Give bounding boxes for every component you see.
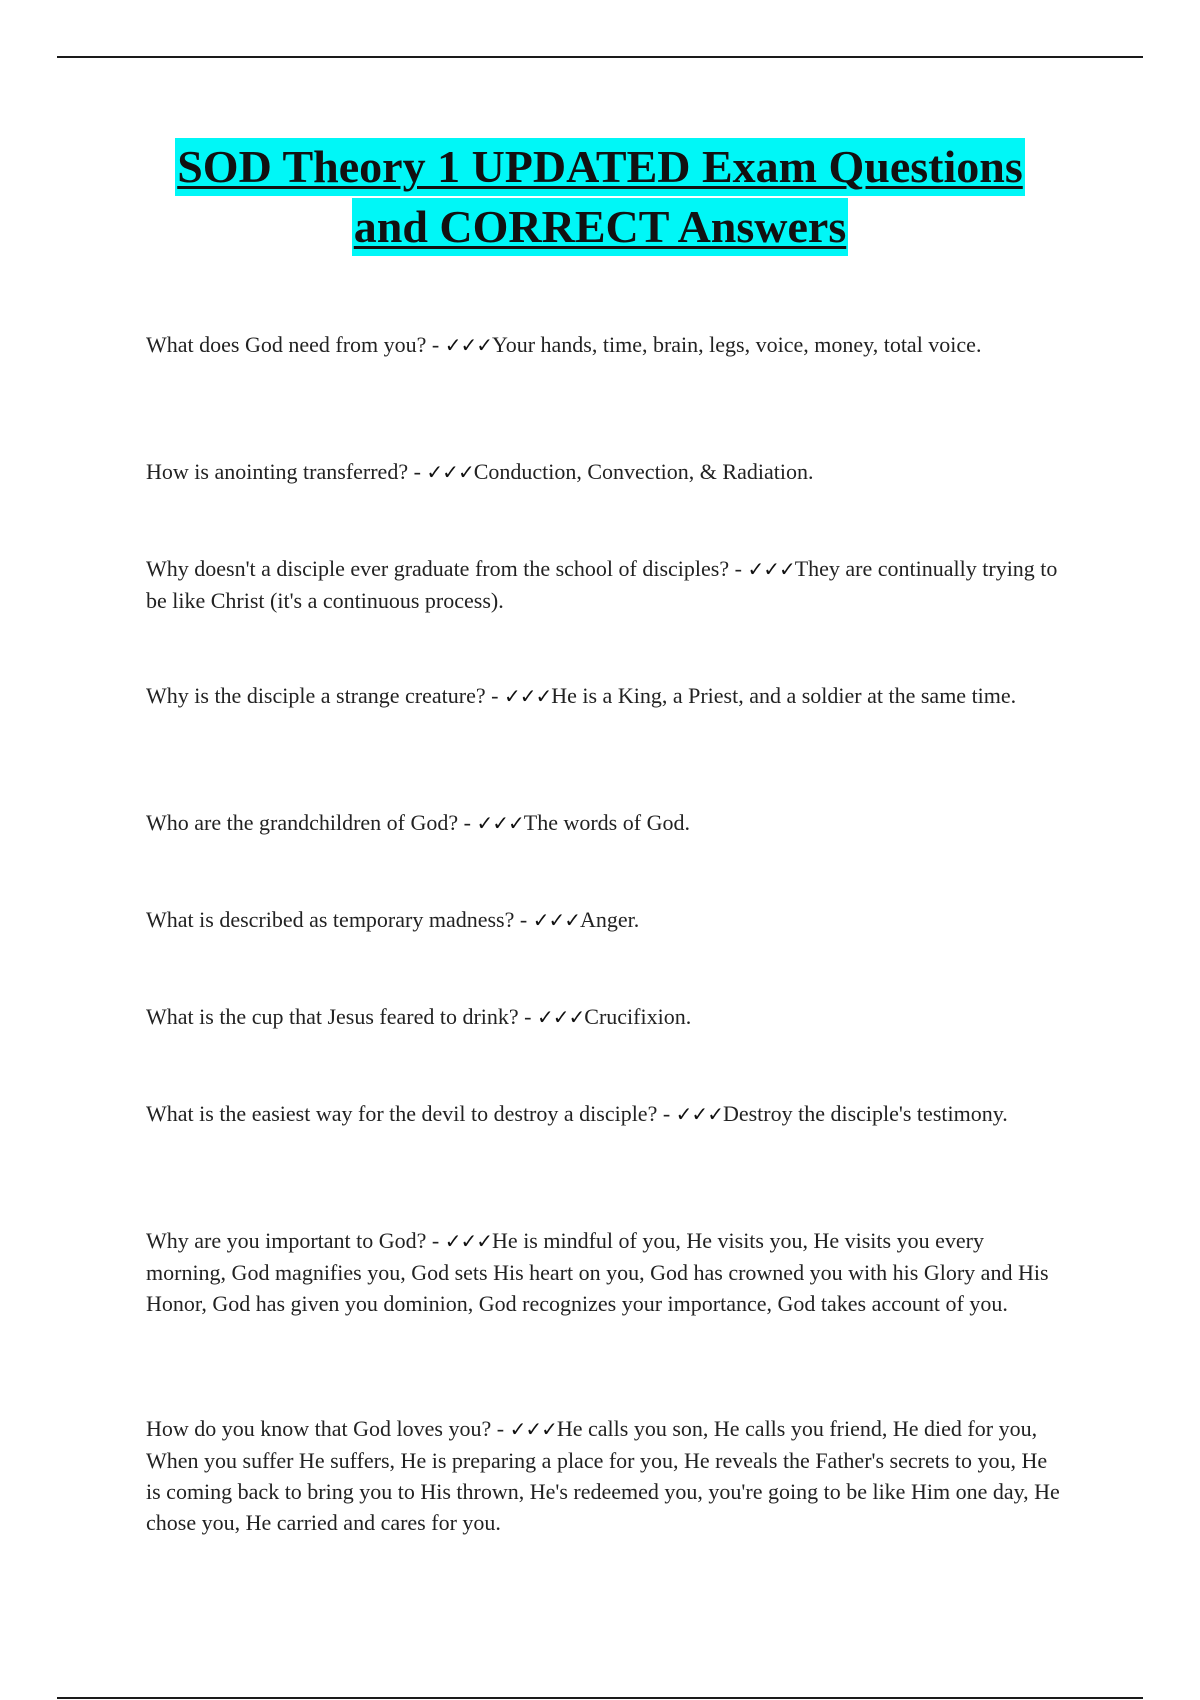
bottom-divider bbox=[57, 1697, 1143, 1699]
checkmark-icon: ✓✓✓ bbox=[509, 1417, 557, 1441]
qa-item-5 bbox=[146, 807, 1066, 839]
question-text: What does God need from you? - bbox=[146, 332, 445, 357]
top-divider bbox=[57, 56, 1143, 58]
answer-text: Conduction, Convection, & Radiation. bbox=[473, 459, 814, 484]
qa-item-1 bbox=[146, 329, 1066, 361]
title-line-1: SOD Theory 1 UPDATED Exam Questions bbox=[175, 138, 1025, 196]
document-title bbox=[0, 138, 1200, 256]
checkmark-icon: ✓✓✓ bbox=[675, 1102, 723, 1126]
qa-item-7 bbox=[146, 1001, 1066, 1033]
answer-text: He is mindful of you, He visits you, He visits you every morning, God magnifies you, God sets His heart on you, God has crowned you with his Glory and His Honor, God has given you dominion, God recognizes your importance, God takes account of you. bbox=[146, 1228, 1049, 1316]
checkmark-icon: ✓✓✓ bbox=[476, 811, 524, 835]
answer-text: Anger. bbox=[579, 907, 640, 932]
question-text: Why is the disciple a strange creature? - bbox=[146, 683, 504, 708]
qa-item-2 bbox=[146, 456, 1066, 488]
question-text: Why doesn't a disciple ever graduate from the school of disciples? - bbox=[146, 556, 748, 581]
answer-text: Crucifixion. bbox=[584, 1004, 692, 1029]
qa-item-3 bbox=[146, 553, 1066, 616]
question-text: What is described as temporary madness? - bbox=[146, 907, 533, 932]
question-text: Why are you important to God? - bbox=[146, 1228, 445, 1253]
answer-text: He calls you son, He calls you friend, He died for you, When you suffer He suffers, He is preparing a place for you, He reveals the Father's secrets to you, He is coming back to bring you to His thrown, He's redeemed you, you're going to be like Him one day, He chose you, He carried and cares for you. bbox=[146, 1416, 1060, 1535]
qa-item-6 bbox=[146, 904, 1066, 936]
checkmark-icon: ✓✓✓ bbox=[444, 333, 493, 357]
question-text: Who are the grandchildren of God? - bbox=[146, 810, 477, 835]
answer-text: He is a King, a Priest, and a soldier at the same time. bbox=[551, 683, 1017, 708]
qa-item-9 bbox=[146, 1225, 1066, 1319]
question-text: How is anointing transferred? - bbox=[146, 459, 427, 484]
question-text: How do you know that God loves you? - bbox=[146, 1416, 510, 1441]
title-line-2: and CORRECT Answers bbox=[352, 198, 848, 256]
answer-text: They are continually trying to be like Christ (it's a continuous process). bbox=[146, 556, 1058, 613]
checkmark-icon: ✓✓✓ bbox=[747, 557, 795, 581]
qa-item-4 bbox=[146, 680, 1066, 712]
checkmark-icon: ✓✓✓ bbox=[532, 908, 580, 932]
checkmark-icon: ✓✓✓ bbox=[536, 1005, 585, 1029]
checkmark-icon: ✓✓✓ bbox=[426, 460, 474, 484]
answer-text: Destroy the disciple's testimony. bbox=[722, 1101, 1008, 1126]
checkmark-icon: ✓✓✓ bbox=[503, 684, 552, 708]
qa-item-10 bbox=[146, 1413, 1066, 1538]
question-text: What is the easiest way for the devil to destroy a disciple? - bbox=[146, 1101, 676, 1126]
answer-text: The words of God. bbox=[523, 810, 690, 835]
checkmark-icon: ✓✓✓ bbox=[444, 1229, 493, 1253]
answer-text: Your hands, time, brain, legs, voice, money, total voice. bbox=[492, 332, 982, 357]
question-text: What is the cup that Jesus feared to drink? - bbox=[146, 1004, 537, 1029]
qa-item-8 bbox=[146, 1098, 1066, 1130]
